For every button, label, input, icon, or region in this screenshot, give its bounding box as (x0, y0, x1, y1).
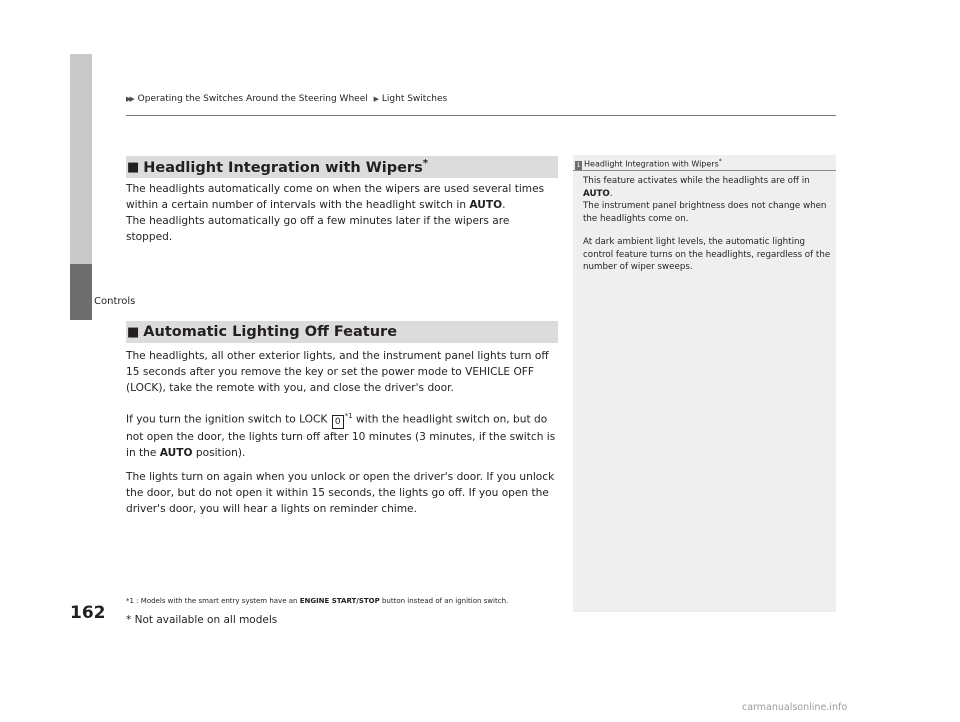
breadcrumb-current: Light Switches (381, 94, 448, 104)
breadcrumb-parent: Operating the Switches Around the Steering Wheel (137, 94, 368, 104)
side-note-panel (573, 155, 836, 612)
section2-paragraph-2: If you turn the ignition switch to LOCK 0$^{*1}$ with the headlight switch on, but do not open the door, the lights turn off after 10 minutes (3 minutes, if the switch is in the AUTO position). (126, 412, 556, 459)
footnote-ref: *1 (344, 412, 353, 420)
note-number-badge: 1 (576, 161, 581, 169)
section2-paragraph-3: The lights turn on again when you unlock or open the driver's door. If you unlock the door, but do not open it within 15 seconds, the lights go off. If you open the driver's door, you will hear a lights on reminder chime. (126, 471, 555, 515)
sidebar-tab-light (70, 54, 92, 264)
section-title: Automatic Lighting Off Feature (143, 324, 398, 340)
section1-paragraph: The headlights automatically come on when the wipers are used several times within a certain number of intervals with the headlight switch in AUTO. The headlights automatically go off a few minutes later if the wipers are stopped. (126, 183, 545, 243)
sidebar-tab-controls (70, 264, 92, 320)
availability-note: * Not available on all models (126, 614, 278, 626)
side-note-body: This feature activates while the headlights are off in AUTO. The instrument panel brightness does not change when the headlights come on. At dark ambient light levels, the automatic lighting control feature turns on the headlights, regardless of the number of wiper sweeps. (583, 176, 831, 272)
double-chevron-icon: ▶▶ (126, 95, 133, 103)
square-bullet-icon: ■ (127, 159, 140, 175)
section2-paragraph-1: The headlights, all other exterior lights, and the instrument panel lights turn off 15 seconds after you remove the key or set the power mode to VEHICLE OFF (LOCK), take the remote with you, and close the driver's door. (126, 350, 549, 394)
page-number: 162 (70, 603, 106, 623)
breadcrumb (126, 94, 447, 104)
section-header-auto-lighting-off (126, 321, 558, 343)
chevron-right-icon: ▶ (373, 95, 378, 103)
section-header-headlight-integration (126, 156, 558, 178)
watermark-text: carmanualsonline.info (742, 702, 848, 713)
side-note-divider (573, 170, 836, 171)
sidebar-section-label: Controls (94, 296, 136, 307)
footnote: *1 : Models with the smart entry system have an ENGINE START/STOP button instead of an ignition switch. (126, 597, 509, 605)
lock-position-key-icon: 0 (332, 415, 344, 429)
side-note-heading: 1 Headlight Integration with Wipers* (576, 158, 722, 169)
section-title: Headlight Integration with Wipers* (143, 158, 428, 176)
square-bullet-icon: ■ (127, 324, 140, 340)
header-divider (126, 115, 836, 116)
